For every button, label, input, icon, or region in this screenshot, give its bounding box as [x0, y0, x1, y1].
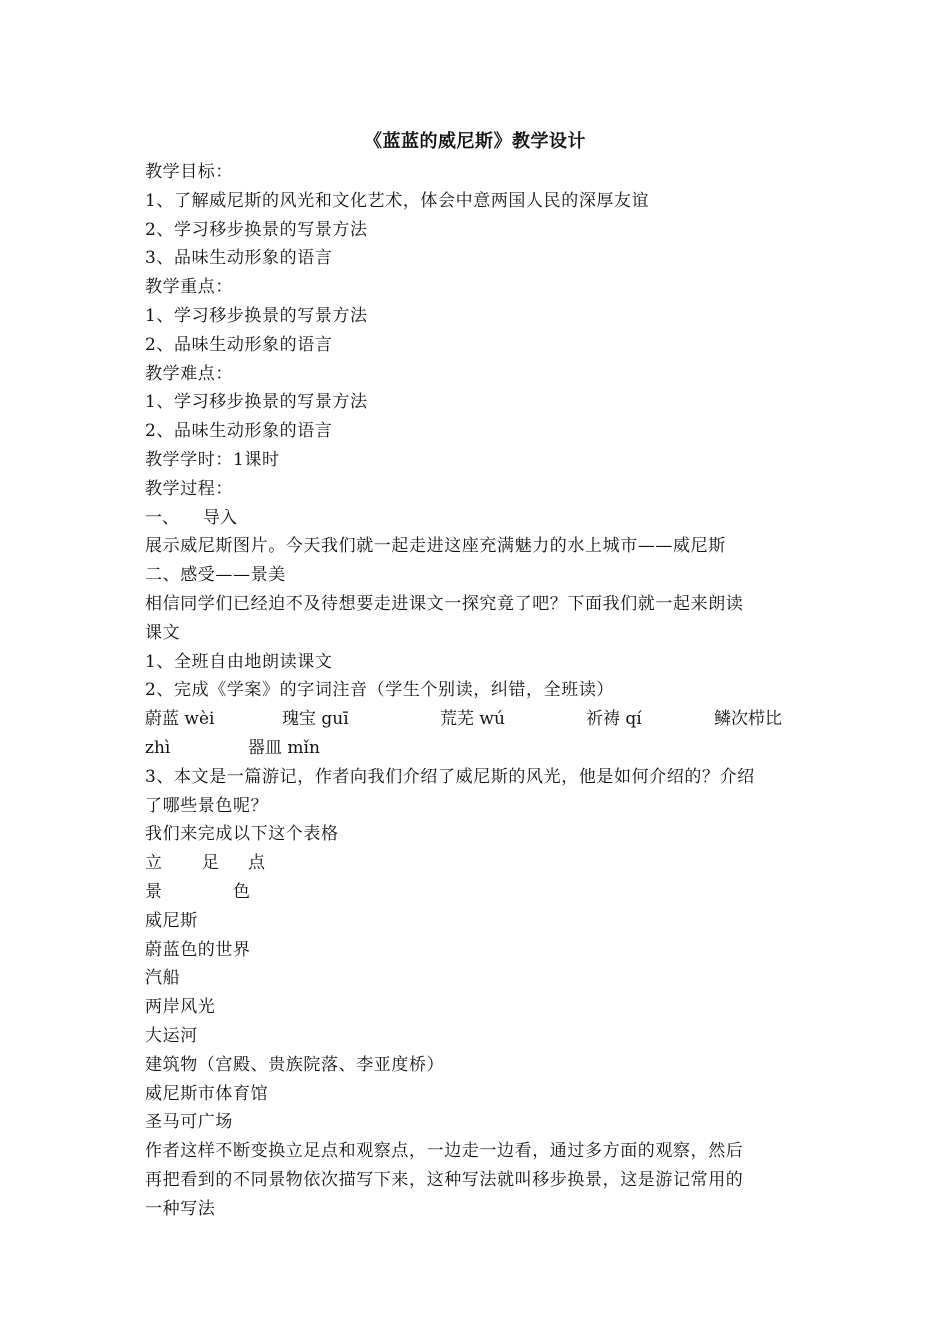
table-row: 汽船	[145, 968, 181, 989]
objective-item: 3、品味生动形象的语言	[145, 248, 333, 269]
difficulty-item: 2、品味生动形象的语言	[145, 421, 333, 442]
vocab-item: zhì	[145, 737, 171, 758]
document-title: 《蓝蓝的威尼斯》教学设计	[364, 131, 586, 152]
section-2-intro: 相信同学们已经迫不及待想要走进课文一探究竟了吧？下面我们就一起来朗读	[145, 593, 744, 614]
section-1-label: 导入	[203, 507, 237, 528]
key-point-item: 1、学习移步换景的写景方法	[145, 305, 368, 326]
vocab-item: 荒芜 wú	[440, 709, 505, 730]
vocab-item: 祈祷 qí	[586, 709, 642, 730]
table-row: 威尼斯市体育馆	[145, 1083, 269, 1104]
section-1-number: 一、	[145, 507, 179, 528]
table-row: 两岸风光	[145, 997, 216, 1018]
step-2: 2、完成《学案》的字词注音（学生个别读，纠错，全班读）	[145, 680, 615, 701]
table-header	[145, 849, 810, 878]
table-header-char: 点	[248, 853, 265, 874]
table-header-char: 景	[145, 881, 162, 902]
objective-item: 2、学习移步换景的写景方法	[145, 219, 368, 240]
table-row: 蔚蓝色的世界	[145, 939, 251, 960]
table-header-char: 立	[145, 853, 162, 874]
step-3: 3、本文是一篇游记，作者向我们介绍了威尼斯的风光，他是如何介绍的？介绍	[145, 766, 755, 787]
vocab-item: 蔚蓝 wèi	[145, 709, 215, 730]
process-heading: 教学过程：	[145, 478, 233, 499]
table-row: 建筑物（宫殿、贵族院落、李亚度桥）	[145, 1054, 445, 1075]
step-3: 了哪些景色呢？	[145, 795, 269, 816]
conclusion-line: 作者这样不断变换立足点和观察点，一边走一边看，通过多方面的观察，然后	[145, 1141, 744, 1162]
objectives-heading: 教学目标：	[145, 162, 233, 182]
table-header	[145, 878, 810, 907]
section-2-intro: 课文	[145, 622, 181, 643]
class-hours: 教学学时：1课时	[145, 449, 280, 470]
section-2-title: 二、感受——景美	[145, 565, 286, 586]
section-1-title	[145, 504, 810, 533]
vocab-item: 鳞次栉比	[714, 709, 782, 730]
table-row: 大运河	[145, 1025, 198, 1046]
table-header-char: 足	[202, 853, 219, 874]
key-points-heading: 教学重点：	[145, 277, 233, 298]
table-intro: 我们来完成以下这个表格	[145, 824, 339, 845]
vocab-row	[145, 734, 810, 763]
conclusion-line: 再把看到的不同景物依次描写下来，这种写法就叫移步换景，这是游记常用的	[145, 1169, 744, 1190]
vocab-item: 器皿 mǐn	[248, 737, 320, 758]
difficulties-heading: 教学难点：	[145, 363, 233, 384]
conclusion-line: 一种写法	[145, 1198, 216, 1219]
vocab-item: 瑰宝 guī	[282, 709, 349, 730]
section-1-text: 展示威尼斯图片。今天我们就一起走进这座充满魅力的水上城市——威尼斯	[145, 536, 726, 557]
difficulty-item: 1、学习移步换景的写景方法	[145, 392, 368, 413]
objective-item: 1、了解威尼斯的风光和文化艺术，体会中意两国人民的深厚友谊	[145, 190, 650, 211]
key-point-item: 2、品味生动形象的语言	[145, 334, 333, 355]
table-row: 威尼斯	[145, 910, 198, 931]
document-body	[145, 158, 810, 1223]
vocab-row	[145, 705, 810, 734]
step-1: 1、全班自由地朗读课文	[145, 651, 333, 672]
table-row: 圣马可广场	[145, 1112, 233, 1133]
table-header-char: 色	[233, 881, 250, 902]
